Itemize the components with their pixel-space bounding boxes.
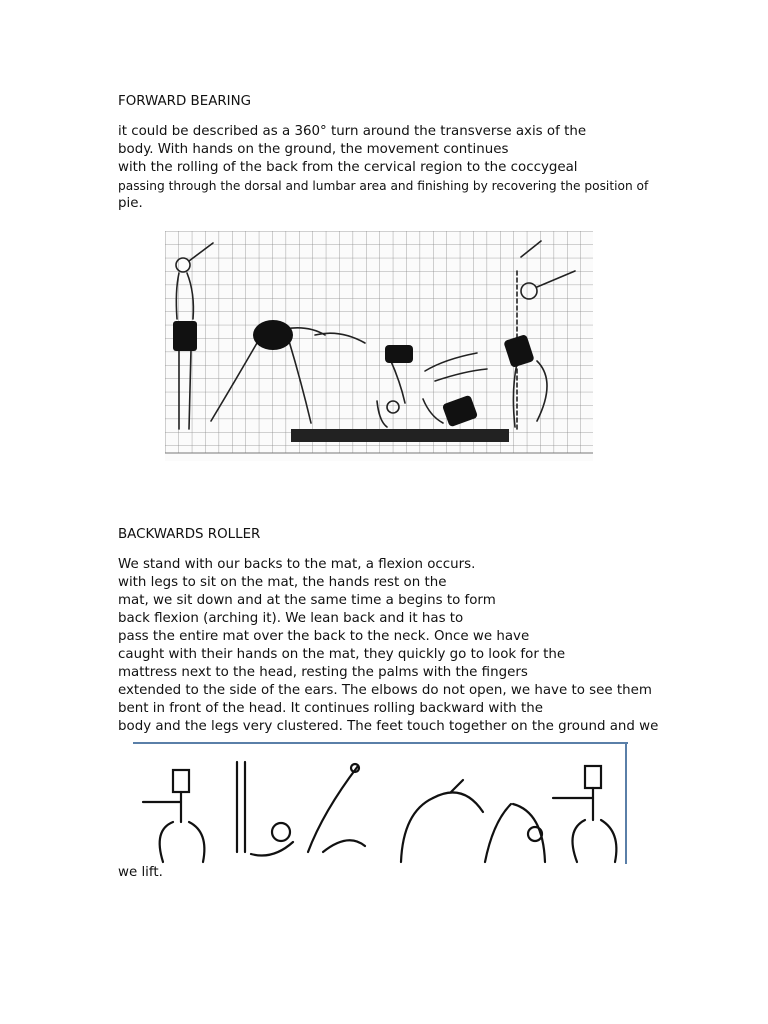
paragraph-line: with the rolling of the back from the cervical region to the coccygeal bbox=[118, 160, 578, 175]
paragraph-line: mat, we sit down and at the same time a begins to form bbox=[118, 593, 496, 608]
paragraph-line: pass the entire mat over the back to the neck. Once we have bbox=[118, 629, 530, 644]
paragraph-line: it could be described as a 360° turn around the transverse axis of the bbox=[118, 124, 587, 139]
paragraph-line: we lift. bbox=[118, 865, 163, 880]
forward-roll-sequence-illustration bbox=[165, 231, 593, 461]
paragraph-line: body. With hands on the ground, the movement continues bbox=[118, 142, 509, 157]
paragraph-line: pie. bbox=[118, 196, 143, 211]
paragraph-line: mattress next to the head, resting the palms with the fingers bbox=[118, 665, 528, 680]
backward-roll-sequence-illustration bbox=[133, 742, 628, 864]
section-heading-forward: FORWARD BEARING bbox=[118, 94, 251, 109]
paragraph-line: with legs to sit on the mat, the hands rest on the bbox=[118, 575, 447, 590]
paragraph-line: We stand with our backs to the mat, a flexion occurs. bbox=[118, 557, 476, 572]
paragraph-line: extended to the side of the ears. The elbows do not open, we have to see them bbox=[118, 683, 652, 698]
paragraph-line: bent in front of the head. It continues rolling backward with the bbox=[118, 701, 544, 716]
paragraph-line: passing through the dorsal and lumbar area and finishing by recovering the position of bbox=[118, 179, 649, 193]
section-heading-backwards: BACKWARDS ROLLER bbox=[118, 527, 261, 542]
paragraph-line: caught with their hands on the mat, they quickly go to look for the bbox=[118, 647, 566, 662]
paragraph-line: body and the legs very clustered. The feet touch together on the ground and we bbox=[118, 719, 659, 734]
paragraph-line: back flexion (arching it). We lean back and it has to bbox=[118, 611, 464, 626]
